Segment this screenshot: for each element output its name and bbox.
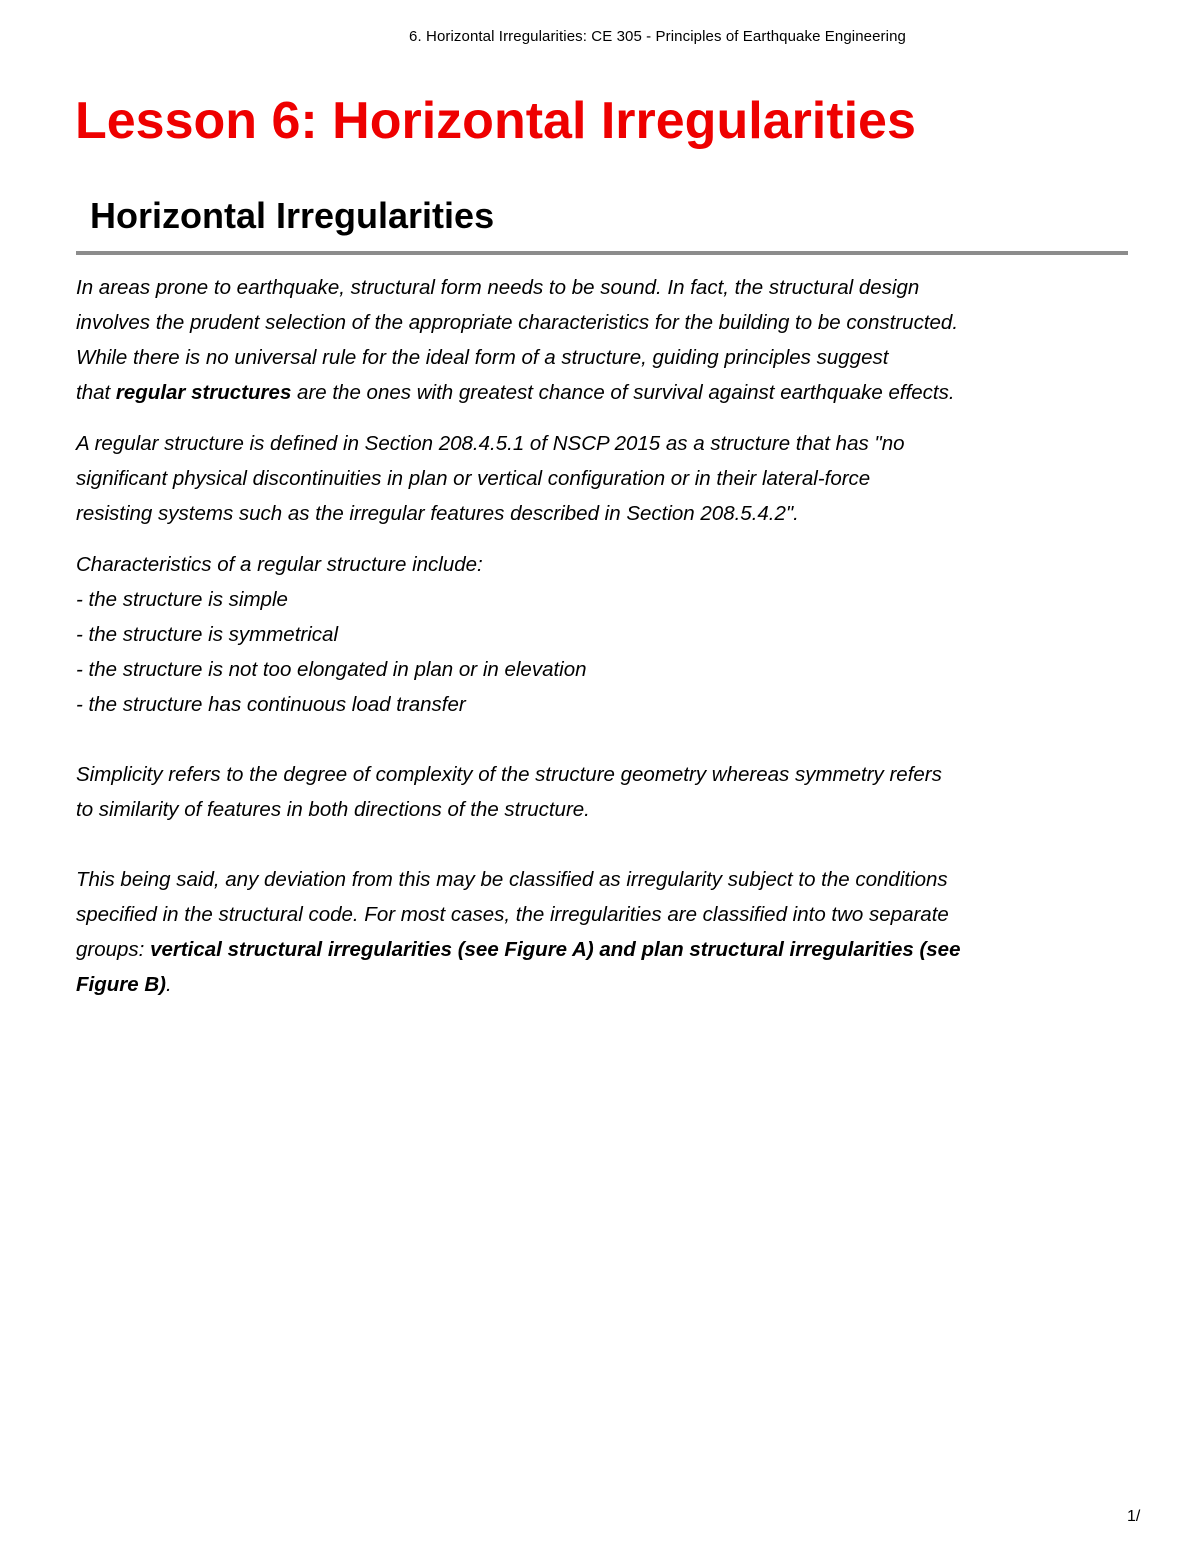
lesson-title: Lesson 6: Horizontal Irregularities bbox=[75, 92, 916, 150]
text-run: groups: bbox=[76, 938, 151, 961]
simplicity-paragraph bbox=[76, 757, 1126, 827]
text-line: Simplicity refers to the degree of complexity of the structure geometry whereas symmetry refers bbox=[76, 763, 942, 786]
list-item: - the structure is not too elongated in plan or in elevation bbox=[76, 658, 587, 681]
text-line: A regular structure is defined in Section 208.4.5.1 of NSCP 2015 as a structure that has "no bbox=[76, 432, 905, 455]
text-line: specified in the structural code. For most cases, the irregularities are classified into two separate bbox=[76, 903, 949, 926]
text-line: While there is no universal rule for the ideal form of a structure, guiding principles suggest bbox=[76, 346, 889, 369]
text-line bbox=[76, 967, 1126, 1002]
text-line bbox=[76, 932, 1126, 967]
emphasis-figure-b: Figure B) bbox=[76, 973, 166, 996]
irregularity-paragraph bbox=[76, 862, 1126, 1002]
text-line: In areas prone to earthquake, structural form needs to be sound. In fact, the structural design bbox=[76, 276, 920, 299]
list-item: - the structure has continuous load transfer bbox=[76, 693, 466, 716]
text-run: . bbox=[165, 973, 172, 996]
emphasis-regular-structures: regular structures bbox=[115, 381, 292, 404]
characteristics-list bbox=[76, 547, 1126, 722]
intro-paragraph bbox=[76, 270, 1126, 410]
list-item: - the structure is simple bbox=[76, 588, 288, 611]
text-line: This being said, any deviation from this may be classified as irregularity subject to the conditions bbox=[76, 868, 948, 891]
text-line: to similarity of features in both directions of the structure. bbox=[76, 798, 590, 821]
text-line bbox=[76, 375, 1126, 410]
page-number: 1/ bbox=[1127, 1508, 1141, 1525]
text-line: resisting systems such as the irregular features described in Section 208.5.4.2". bbox=[76, 502, 799, 525]
emphasis-irregularity-groups: vertical structural irregularities (see Figure A) and plan structural irregularities (see bbox=[150, 938, 961, 961]
section-divider bbox=[76, 251, 1128, 255]
running-header: 6. Horizontal Irregularities: CE 305 - Principles of Earthquake Engineering bbox=[409, 28, 906, 45]
text-run: that bbox=[76, 381, 116, 404]
lesson-content bbox=[76, 270, 1126, 1002]
list-item: - the structure is symmetrical bbox=[76, 623, 338, 646]
text-run: are the ones with greatest chance of survival against earthquake effects. bbox=[291, 381, 955, 404]
text-line: involves the prudent selection of the appropriate characteristics for the building to be constructed. bbox=[76, 311, 959, 334]
section-heading: Horizontal Irregularities bbox=[90, 195, 495, 236]
list-intro: Characteristics of a regular structure include: bbox=[76, 553, 483, 576]
text-line: significant physical discontinuities in plan or vertical configuration or in their lateral-force bbox=[76, 467, 871, 490]
definition-paragraph bbox=[76, 426, 1126, 531]
